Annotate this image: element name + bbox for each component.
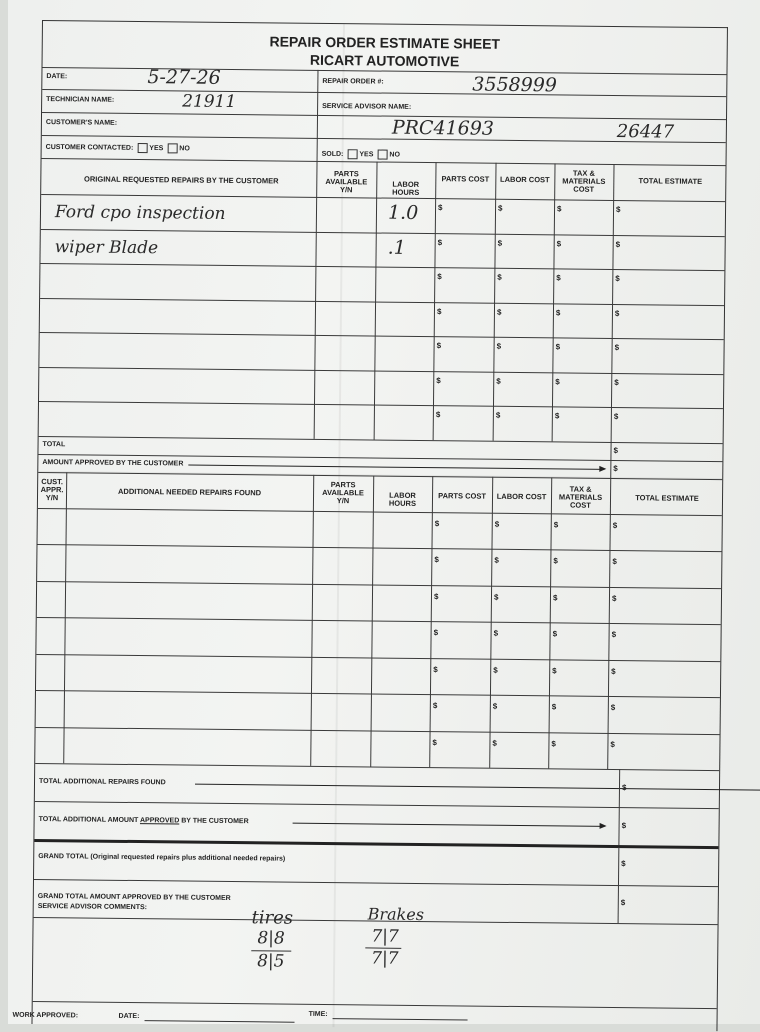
add-header-labor-hours: LABOR HOURS bbox=[388, 490, 417, 508]
orig-row-dollar: $ bbox=[497, 238, 503, 248]
add-total-found-dollar: $ bbox=[621, 783, 627, 793]
add-row-dollar: $ bbox=[494, 555, 499, 565]
grand-total-approved-dollar: $ bbox=[620, 898, 626, 908]
add-row-dollar: $ bbox=[552, 665, 557, 675]
add-header-cust-appr: CUST. APPR. Y/N bbox=[40, 476, 64, 502]
orig-approved-arrow bbox=[188, 464, 604, 469]
footer-time-line[interactable] bbox=[333, 1018, 468, 1020]
form-title: REPAIR ORDER ESTIMATE SHEET bbox=[269, 33, 501, 52]
orig-row-dollar: $ bbox=[496, 307, 502, 317]
orig-row-dollar: $ bbox=[613, 412, 619, 422]
customer-value-2: 26447 bbox=[616, 121, 675, 143]
orig-row-dollar: $ bbox=[556, 273, 561, 283]
orig-total-label: TOTAL bbox=[42, 440, 66, 448]
technician-label: TECHNICIAN NAME: bbox=[46, 96, 115, 104]
orig-row-labor-hours: 1.0 bbox=[387, 201, 419, 224]
add-row-dollar: $ bbox=[493, 665, 498, 675]
add-row-dollar: $ bbox=[433, 628, 439, 638]
tires-bottom: 8|5 bbox=[257, 951, 285, 972]
contacted-no-checkbox[interactable] bbox=[167, 143, 177, 153]
orig-total-dollar: $ bbox=[613, 445, 619, 455]
date-value: 5-27-26 bbox=[147, 66, 221, 89]
brakes-label: Brakes bbox=[367, 904, 425, 925]
add-total-approved-dollar: $ bbox=[621, 821, 627, 831]
add-row-dollar: $ bbox=[551, 738, 556, 748]
company-name: RICART AUTOMOTIVE bbox=[309, 51, 460, 70]
orig-header-labor-hours: LABOR HOURS bbox=[392, 179, 420, 197]
orig-row-dollar: $ bbox=[497, 272, 502, 282]
add-row-dollar: $ bbox=[434, 518, 440, 528]
orig-row-dollar: $ bbox=[437, 272, 442, 282]
date-label: DATE: bbox=[46, 73, 68, 81]
orig-row-dollar: $ bbox=[498, 203, 503, 213]
add-row-dollar: $ bbox=[611, 593, 617, 603]
sold-no-checkbox[interactable] bbox=[377, 150, 387, 160]
work-approved-label: WORK APPROVED: bbox=[12, 1011, 79, 1020]
orig-header-total-estimate: TOTAL ESTIMATE bbox=[638, 176, 703, 186]
customer-value: PRC41693 bbox=[391, 116, 495, 140]
orig-row-dollar: $ bbox=[555, 376, 560, 386]
orig-row-dollar: $ bbox=[495, 410, 501, 420]
orig-row-dollar: $ bbox=[615, 274, 620, 284]
customer-label: CUSTOMER'S NAME: bbox=[45, 119, 118, 127]
add-row-dollar: $ bbox=[612, 557, 617, 567]
orig-row-dollar: $ bbox=[614, 343, 620, 353]
tires-label: tires bbox=[251, 907, 294, 929]
add-header-description: ADDITIONAL NEEDED REPAIRS FOUND bbox=[117, 486, 262, 497]
comments-label: SERVICE ADVISOR COMMENTS: bbox=[37, 903, 148, 912]
orig-row-dollar: $ bbox=[436, 306, 442, 316]
add-row-dollar: $ bbox=[611, 629, 617, 640]
orig-row-dollar: $ bbox=[615, 205, 621, 215]
add-row-dollar: $ bbox=[432, 701, 438, 711]
orig-header-labor-cost: LABOR COST bbox=[500, 174, 550, 185]
orig-row-dollar: $ bbox=[496, 376, 501, 386]
add-row-dollar: $ bbox=[494, 519, 500, 529]
add-total-found-label: TOTAL ADDITIONAL REPAIRS FOUND bbox=[38, 778, 166, 787]
orig-row-dollar: $ bbox=[557, 204, 562, 214]
contacted-yes-checkbox[interactable] bbox=[137, 143, 147, 153]
add-row-dollar: $ bbox=[434, 555, 439, 565]
add-row-dollar: $ bbox=[552, 629, 558, 639]
add-row-dollar: $ bbox=[552, 592, 558, 602]
add-header-parts-available: PARTS AVAILABLE Y/N bbox=[322, 479, 365, 505]
add-row-dollar: $ bbox=[433, 591, 439, 601]
brakes-bottom: 7|7 bbox=[371, 948, 399, 969]
orig-row-dollar: $ bbox=[554, 411, 560, 421]
customer-contacted: CUSTOMER CONTACTED: YES NO bbox=[45, 143, 190, 153]
add-row-dollar: $ bbox=[551, 702, 557, 712]
add-header-total-estimate: TOTAL ESTIMATE bbox=[635, 492, 699, 503]
tires-top: 8|8 bbox=[257, 928, 285, 949]
add-header-labor-cost: LABOR COST bbox=[496, 491, 547, 501]
technician-value: 21911 bbox=[182, 91, 237, 113]
sold-yes-checkbox[interactable] bbox=[347, 149, 357, 159]
add-row-dollar: $ bbox=[433, 664, 438, 674]
orig-approved-dollar: $ bbox=[613, 463, 618, 473]
add-row-dollar: $ bbox=[492, 701, 498, 711]
orig-row-dollar: $ bbox=[437, 237, 443, 247]
add-total-approved-arrow bbox=[293, 823, 605, 827]
orig-header-description: ORIGINAL REQUESTED REPAIRS BY THE CUSTOMER bbox=[84, 174, 279, 186]
grand-total-approved-label: GRAND TOTAL AMOUNT APPROVED BY THE CUSTOMER bbox=[37, 893, 231, 903]
repair-order-form bbox=[12, 20, 727, 1031]
footer-date-line[interactable] bbox=[145, 1020, 295, 1023]
orig-row-dollar: $ bbox=[615, 239, 621, 249]
orig-row-dollar: $ bbox=[556, 238, 562, 248]
orig-row-dollar: $ bbox=[555, 307, 561, 317]
add-row-dollar: $ bbox=[610, 739, 615, 749]
sold-field: SOLD: YES NO bbox=[321, 150, 400, 159]
orig-row-dollar: $ bbox=[438, 203, 443, 213]
add-table-row[interactable] bbox=[35, 726, 721, 770]
add-row-dollar: $ bbox=[611, 666, 616, 676]
orig-header-parts-cost: PARTS COST bbox=[441, 174, 490, 184]
add-row-dollar: $ bbox=[553, 556, 558, 566]
add-row-dollar: $ bbox=[493, 628, 499, 638]
orig-row-dollar: $ bbox=[555, 342, 561, 352]
orig-row-description: wiper Blade bbox=[54, 236, 159, 258]
grand-total-dollar: $ bbox=[621, 859, 626, 869]
add-header-parts-cost: PARTS COST bbox=[438, 490, 486, 501]
add-total-found-arrow bbox=[195, 784, 760, 791]
orig-row-dollar: $ bbox=[496, 341, 502, 351]
grand-total-label: GRAND TOTAL (Original requested repairs plus additional needed repairs) bbox=[38, 853, 286, 863]
orig-row-dollar: $ bbox=[435, 410, 441, 420]
footer-date-label: DATE: bbox=[118, 1012, 140, 1021]
orig-row-dollar: $ bbox=[614, 377, 619, 387]
add-row-dollar: $ bbox=[432, 737, 437, 747]
repair-order-value: 3558999 bbox=[472, 73, 558, 97]
orig-header-parts-available: PARTS AVAILABLE Y/N bbox=[325, 169, 368, 195]
brakes-top: 7|7 bbox=[371, 926, 399, 947]
orig-row-labor-hours: .1 bbox=[387, 236, 406, 259]
add-row-dollar: $ bbox=[493, 592, 499, 602]
orig-row-dollar: $ bbox=[436, 341, 442, 351]
orig-table-row[interactable] bbox=[39, 401, 725, 443]
orig-row-dollar: $ bbox=[436, 375, 441, 385]
add-header-tax-materials: TAX & MATERIALS COST bbox=[558, 484, 603, 510]
orig-header-tax-materials: TAX & MATERIALS COST bbox=[562, 168, 606, 194]
add-row-dollar: $ bbox=[610, 702, 616, 713]
add-row-dollar: $ bbox=[553, 519, 559, 529]
add-row-dollar: $ bbox=[612, 520, 618, 530]
add-row-dollar: $ bbox=[492, 738, 497, 748]
orig-approved-label: AMOUNT APPROVED BY THE CUSTOMER bbox=[42, 458, 184, 468]
orig-row-dollar: $ bbox=[614, 308, 620, 318]
service-advisor-label: SERVICE ADVISOR NAME: bbox=[322, 102, 412, 111]
repair-order-label: REPAIR ORDER #: bbox=[322, 77, 384, 86]
orig-row-description: Ford cpo inspection bbox=[54, 202, 226, 224]
footer-time-label: TIME: bbox=[308, 1010, 328, 1019]
add-total-approved-label: TOTAL ADDITIONAL AMOUNT APPROVED BY THE CUSTOMER bbox=[38, 816, 249, 826]
